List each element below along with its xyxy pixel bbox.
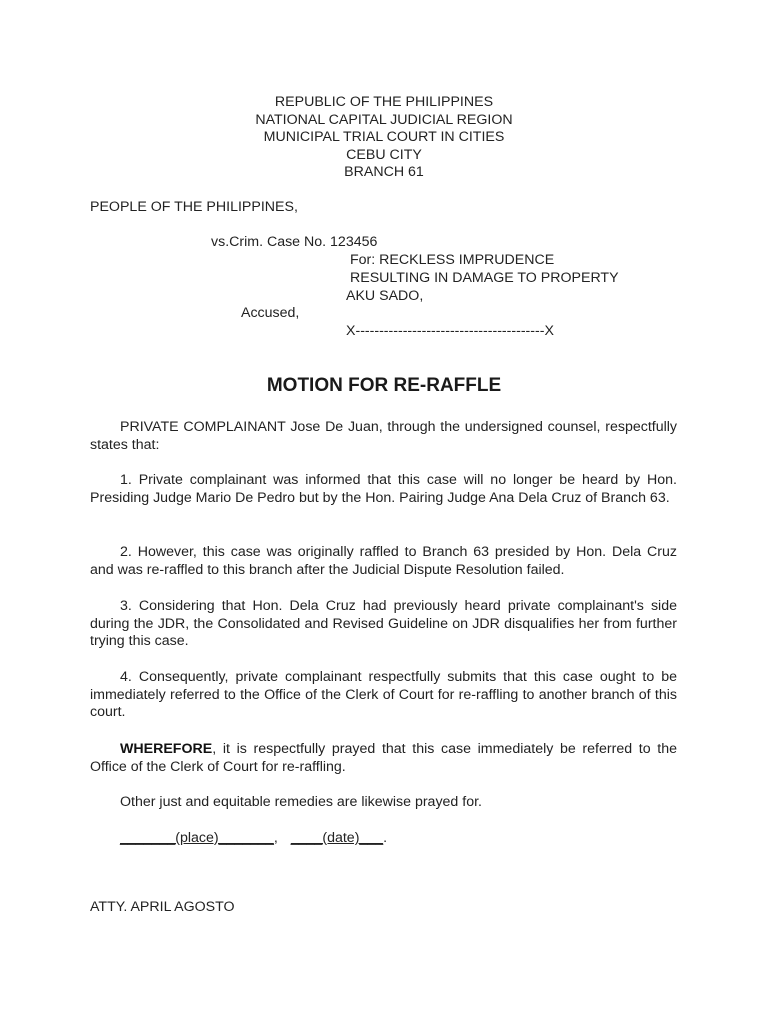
paragraph-4-text: 4. Consequently, private complainant respectfully submits that this case ought to be immediately referred to the Office of the Clerk of Court for re-raffling to another branch of this court. <box>90 669 677 721</box>
wherefore-paragraph <box>90 741 677 776</box>
wherefore-keyword: WHEREFORE <box>120 741 213 757</box>
date-period: . <box>383 830 388 846</box>
wherefore-text: , it is respectfully prayed that this case immediately be referred to the Office of the Clerk of Court for re-raffling. <box>90 741 677 775</box>
header-line-republic: REPUBLIC OF THE PHILIPPINES <box>274 94 494 110</box>
paragraph-2-text: 2. However, this case was originally raffled to Branch 63 presided by Hon. Dela Cruz and was re-raffled to this branch after the Judicial Dispute Resolution failed. <box>90 544 677 578</box>
header-line-court: MUNICIPAL TRIAL COURT IN CITIES <box>263 129 505 146</box>
intro-paragraph <box>90 419 677 454</box>
other-remedies-paragraph <box>90 794 677 812</box>
paragraph-2 <box>90 544 677 579</box>
place-blank: _______(place)_______ <box>120 830 274 846</box>
accused-name: AKU SADO, <box>346 288 424 304</box>
offense-line-1: For: RECKLESS IMPRUDENCE <box>350 252 555 268</box>
date-blank: ____(date)___ <box>290 830 384 846</box>
court-header <box>0 94 768 182</box>
place-date-comma: , <box>273 830 278 846</box>
paragraph-3-text: 3. Considering that Hon. Dela Cruz had previously heard private complainant's side during the JDR, the Consolidated and Revised Guideline on JDR disqualifies her from further trying this case. <box>90 598 677 650</box>
document-title: MOTION FOR RE-RAFFLE <box>266 375 502 396</box>
header-line-region: NATIONAL CAPITAL JUDICIAL REGION <box>255 111 513 128</box>
caption-separator: X----------------------------------------X <box>346 323 554 339</box>
header-line-branch: BRANCH 61 <box>344 164 424 181</box>
paragraph-4 <box>90 669 677 722</box>
plaintiff-name: PEOPLE OF THE PHILIPPINES, <box>90 199 298 215</box>
case-number: vs.Crim. Case No. 123456 <box>211 234 378 250</box>
other-remedies-text: Other just and equitable remedies are likewise prayed for. <box>120 794 482 810</box>
paragraph-3 <box>90 598 677 651</box>
header-line-city: CEBU CITY <box>346 146 422 163</box>
offense-line-2: RESULTING IN DAMAGE TO PROPERTY <box>350 270 619 286</box>
attorney-name: ATTY. APRIL AGOSTO <box>90 899 235 915</box>
intro-text: PRIVATE COMPLAINANT Jose De Juan, through the undersigned counsel, respectfully states that: <box>90 419 677 453</box>
paragraph-1-text: 1. Private complainant was informed that this case will no longer be heard by Hon. Presiding Judge Mario De Pedro but by the Hon. Pairing Judge Ana Dela Cruz of Branch 63. <box>90 472 677 506</box>
place-date-line <box>120 830 387 848</box>
accused-label: Accused, <box>241 305 300 321</box>
paragraph-1 <box>90 472 677 507</box>
